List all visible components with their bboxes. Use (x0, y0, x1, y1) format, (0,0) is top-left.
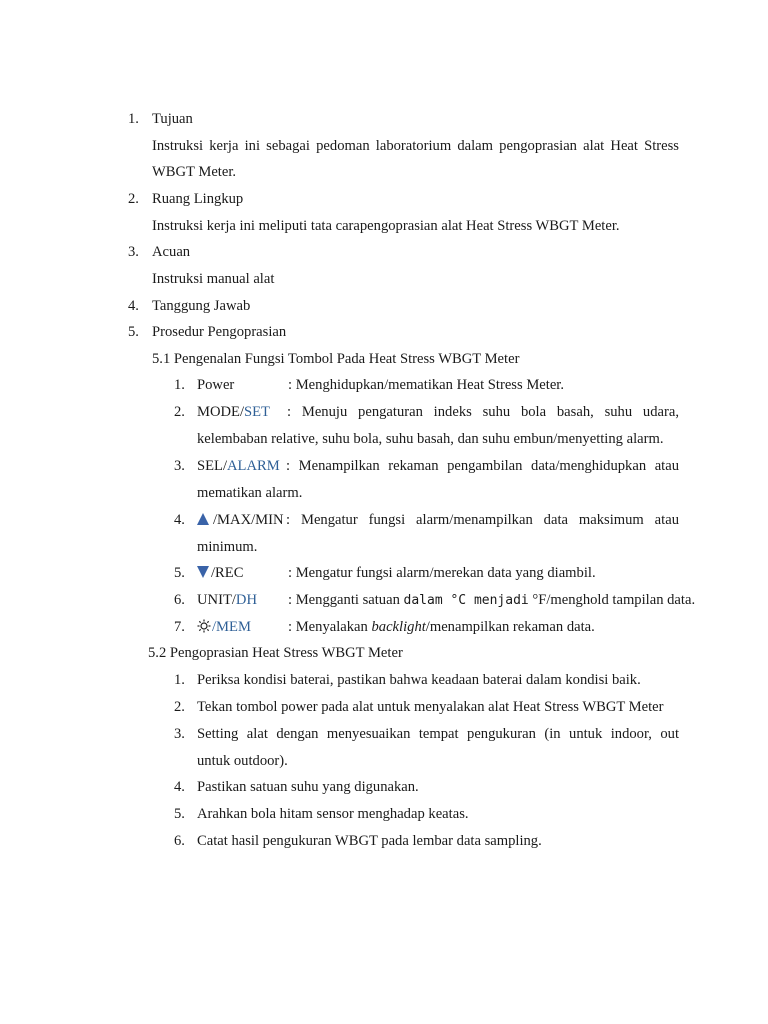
label-accent: ALARM (227, 458, 280, 474)
button-label (197, 563, 243, 583)
section-number: 3. (128, 244, 139, 260)
step-text-line-1: Setting alat dengan menyesuaikan tempat pengukuran (in untuk indoor, out (197, 726, 679, 742)
section-3-body: Instruksi manual alat (152, 271, 275, 287)
button-label (197, 402, 270, 422)
step-text: Pastikan satuan suhu yang digunakan. (197, 779, 419, 795)
item-number: 2. (174, 404, 185, 420)
desc-part: °F/menghold tampilan data. (528, 592, 696, 608)
item-number: 3. (174, 726, 185, 742)
subsection-5-1-title: 5.1 Pengenalan Fungsi Tombol Pada Heat Stress WBGT Meter (152, 351, 520, 367)
section-number: 1. (128, 111, 139, 127)
section-title: Acuan (152, 244, 191, 260)
desc-part: : Menyalakan (288, 619, 372, 635)
button-description: : Mengatur fungsi alarm/merekan data yang diambil. (288, 565, 596, 581)
button-description-line-1: : Mengatur fungsi alarm/menampilkan data maksimum atau (286, 512, 679, 528)
desc-part-italic: backlight (371, 619, 426, 635)
item-number: 6. (174, 592, 185, 608)
button-description-line-2: kelembaban relative, suhu bola, suhu basah, dan suhu embun/menyetting alarm. (197, 431, 664, 447)
item-number: 5. (174, 806, 185, 822)
section-2-body: Instruksi kerja ini meliputi tata carapengoprasian alat Heat Stress WBGT Meter. (152, 218, 620, 234)
section-number: 5. (128, 324, 139, 340)
item-number: 3. (174, 458, 185, 474)
item-number: 2. (174, 699, 185, 715)
desc-part: : Mengganti satuan (288, 592, 404, 608)
button-label: Power (197, 377, 235, 393)
button-description-line-2: minimum. (197, 539, 258, 555)
section-title: Tujuan (152, 111, 193, 127)
label-accent: DH (235, 592, 258, 608)
label-accent: /MEM (212, 619, 251, 635)
desc-part-mono: dalam °C menjadi (403, 593, 529, 608)
button-label (197, 590, 257, 610)
subsection-5-2-title: 5.2 Pengoprasian Heat Stress WBGT Meter (148, 645, 403, 661)
button-label (197, 617, 251, 637)
button-description-line-1: : Menampilkan rekaman pengambilan data/menghidupkan atau (286, 458, 679, 474)
desc-part: /menampilkan rekaman data. (425, 619, 595, 635)
button-label (197, 510, 284, 530)
section-number: 4. (128, 298, 139, 314)
button-description: : Menghidupkan/mematikan Heat Stress Meter. (288, 377, 565, 393)
button-description-line-2: mematikan alarm. (197, 485, 303, 501)
step-text-line-2: untuk outdoor). (197, 753, 288, 769)
item-number: 4. (174, 779, 185, 795)
label-main: UNIT/ (197, 592, 236, 608)
label-main: /REC (211, 565, 244, 581)
button-label (197, 456, 280, 476)
item-number: 7. (174, 619, 185, 635)
triangle-down-icon (197, 566, 209, 578)
section-title: Ruang Lingkup (152, 191, 244, 207)
item-number: 1. (174, 377, 185, 393)
item-number: 4. (174, 512, 185, 528)
section-number: 2. (128, 191, 139, 207)
step-text: Catat hasil pengukuran WBGT pada lembar data sampling. (197, 833, 542, 849)
button-description (288, 617, 595, 637)
section-1-body-line-2: WBGT Meter. (152, 164, 237, 180)
sun-icon (197, 619, 211, 633)
section-title: Prosedur Pengoprasian (152, 324, 287, 340)
section-1-body-line-1: Instruksi kerja ini sebagai pedoman laboratorium dalam pengoprasian alat Heat Stress (152, 138, 679, 154)
step-text: Periksa kondisi baterai, pastikan bahwa keadaan baterai dalam kondisi baik. (197, 672, 641, 688)
item-number: 6. (174, 833, 185, 849)
label-main: SEL/ (197, 458, 227, 474)
label-accent: SET (244, 404, 270, 420)
item-number: 5. (174, 565, 185, 581)
step-text: Arahkan bola hitam sensor menghadap keatas. (197, 806, 469, 822)
step-text: Tekan tombol power pada alat untuk menyalakan alat Heat Stress WBGT Meter (197, 699, 664, 715)
label-main: /MAX/MIN (213, 512, 284, 528)
triangle-up-icon (197, 513, 209, 525)
section-title: Tanggung Jawab (152, 298, 251, 314)
button-description-line-1: : Menuju pengaturan indeks suhu bola basah, suhu udara, (287, 404, 679, 420)
button-description (288, 590, 695, 611)
item-number: 1. (174, 672, 185, 688)
label-main: MODE/ (197, 404, 245, 420)
